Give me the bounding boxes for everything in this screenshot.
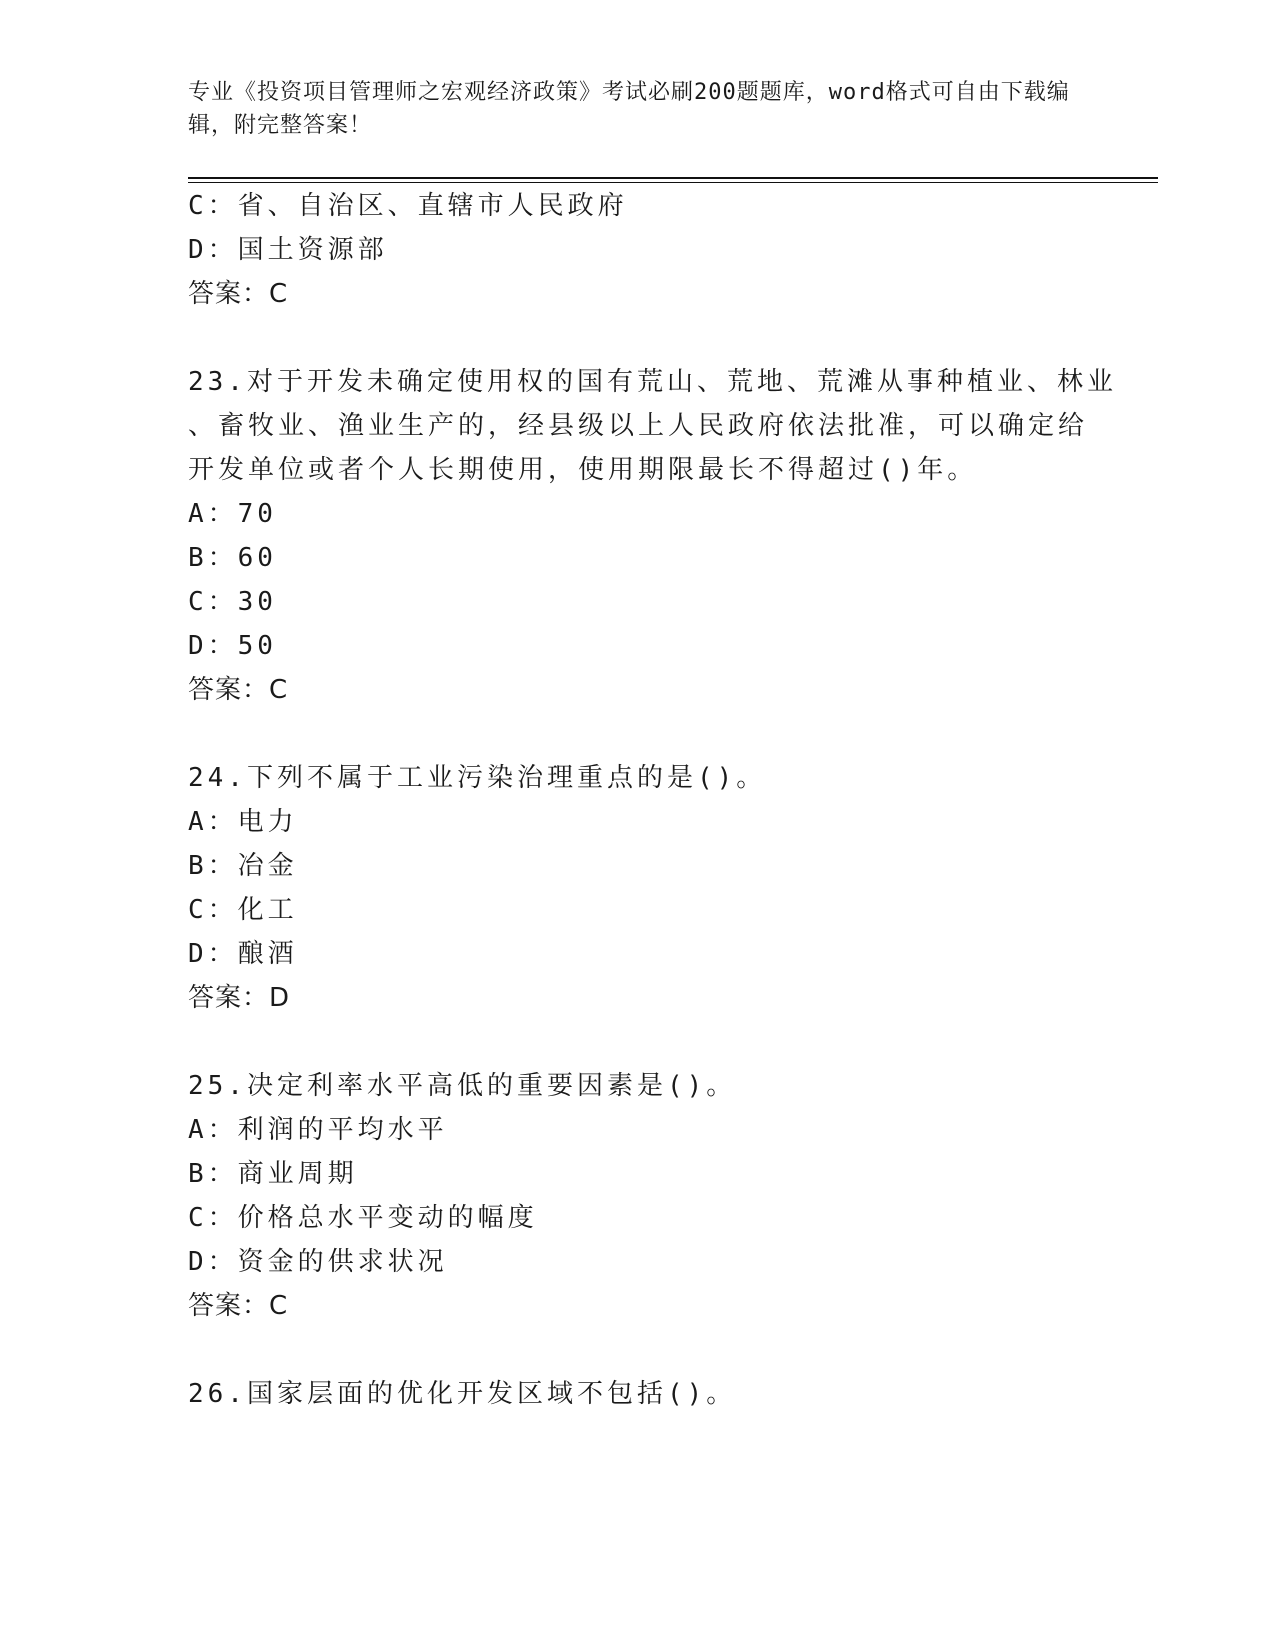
question-25-option-a: A：利润的平均水平 — [188, 1115, 448, 1145]
question-25-option-b: B：商业周期 — [188, 1159, 358, 1189]
question-23-option-d: D：50 — [188, 631, 277, 661]
option-d: D：国土资源部 — [188, 235, 388, 265]
question-25-option-d: D：资金的供求状况 — [188, 1247, 448, 1277]
question-23-option-c: C：30 — [188, 587, 277, 617]
question-24-text: 24.下列不属于工业污染治理重点的是()。 — [188, 763, 767, 793]
question-24-option-b: B：冶金 — [188, 851, 298, 881]
question-25-text: 25.决定利率水平高低的重要因素是()。 — [188, 1071, 737, 1101]
question-23-option-a: A：70 — [188, 499, 277, 529]
document-header: 专业《投资项目管理师之宏观经济政策》考试必刷200题题库，word格式可自由下载编辑，附完整答案！ — [188, 80, 1070, 138]
question-25-option-c: C：价格总水平变动的幅度 — [188, 1203, 538, 1233]
question-25-answer: 答案：C — [188, 1291, 289, 1321]
header-divider-thick — [188, 177, 1158, 179]
answer-line: 答案：C — [188, 279, 289, 309]
question-24-option-c: C：化工 — [188, 895, 298, 925]
question-23-text-line-3: 开发单位或者个人长期使用，使用期限最长不得超过()年。 — [188, 455, 978, 485]
question-24-option-d: D：酿酒 — [188, 939, 298, 969]
question-24-answer: 答案：D — [188, 983, 291, 1013]
question-26-text: 26.国家层面的优化开发区域不包括()。 — [188, 1379, 737, 1409]
question-23-text-line-1: 23.对于开发未确定使用权的国有荒山、荒地、荒滩从事种植业、林业 — [188, 367, 1117, 397]
question-23-answer: 答案：C — [188, 675, 289, 705]
question-24-option-a: A：电力 — [188, 807, 298, 837]
question-23-option-b: B：60 — [188, 543, 277, 573]
header-divider-thin — [188, 182, 1158, 183]
question-23-text-line-2: 、畜牧业、渔业生产的，经县级以上人民政府依法批准，可以确定给 — [188, 411, 1089, 441]
option-c: C：省、自治区、直辖市人民政府 — [188, 191, 628, 221]
